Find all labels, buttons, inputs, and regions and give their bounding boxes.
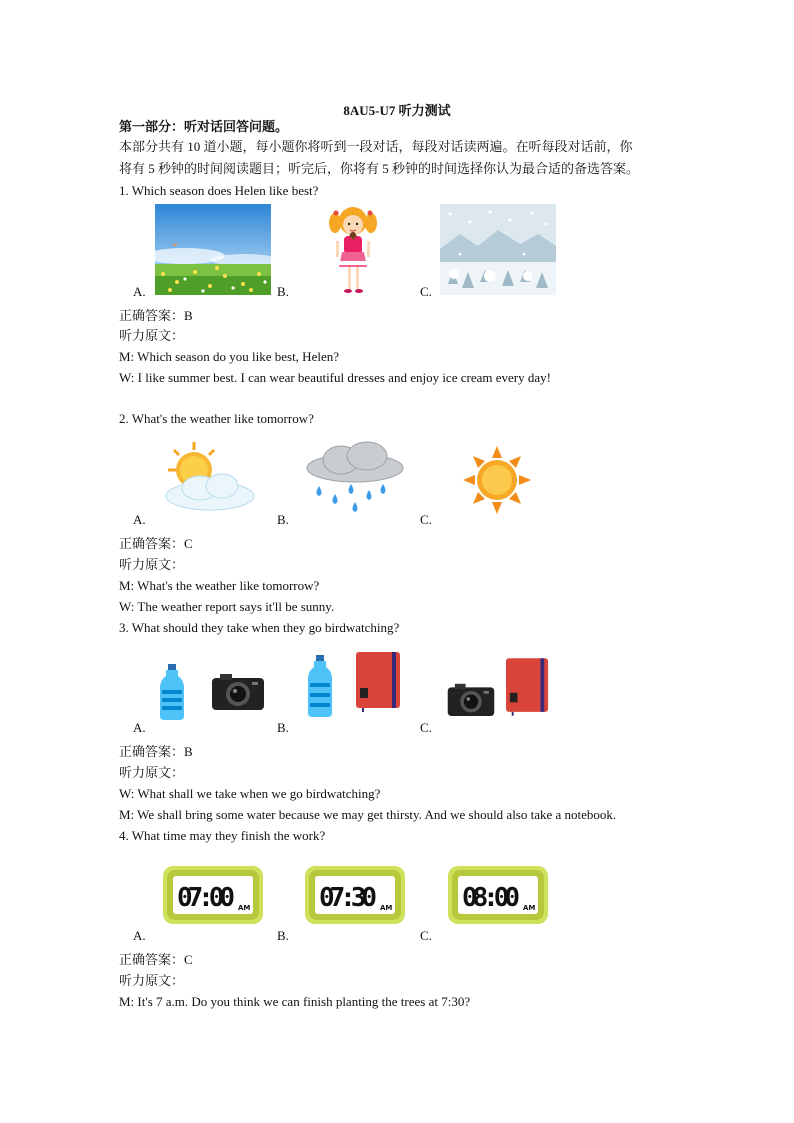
- clock-time: 08:00: [462, 883, 520, 913]
- rain-cloud-icon: [305, 440, 407, 516]
- q2-option-a-label: A.: [133, 512, 146, 527]
- q1-transcript-line-2: W: I like summer best. I can wear beautiful dresses and enjoy ice cream every day!: [119, 370, 551, 385]
- q1-option-b-label: B.: [277, 284, 289, 299]
- clock-time: 07:30: [319, 883, 377, 913]
- sun-icon: [463, 446, 531, 514]
- q2-transcript-line-1: M: What's the weather like tomorrow?: [119, 578, 320, 593]
- notebook-icon: [356, 652, 402, 712]
- question-4: 4. What time may they finish the work?: [119, 828, 326, 843]
- page-title: 8AU5-U7 听力测试: [343, 103, 451, 118]
- notebook-icon: [506, 658, 550, 716]
- question-3: 3. What should they take when they go birdwatching?: [119, 620, 400, 635]
- q4-option-b-label: B.: [277, 928, 289, 943]
- sun-behind-cloud-icon: [160, 440, 264, 514]
- section-intro-1: 本部分共有 10 道小题，每小题你将听到一段对话，每段对话读两遍。在听每段对话前，你: [119, 139, 633, 154]
- clock-0700-icon: [163, 866, 263, 924]
- question-2: 2. What's the weather like tomorrow?: [119, 411, 314, 426]
- q3-option-a-label: A.: [133, 720, 146, 735]
- section-heading: 第一部分：听对话回答问题。: [119, 119, 289, 134]
- q3-option-c-label: C.: [420, 720, 432, 735]
- clock-suffix: AM: [523, 904, 536, 912]
- q1-option-a-label: A.: [133, 284, 146, 299]
- spring-meadow-picture: [155, 204, 271, 295]
- q4-option-a-label: A.: [133, 928, 146, 943]
- q2-option-c-label: C.: [420, 512, 432, 527]
- snowy-winter-picture: [440, 204, 556, 295]
- clock-suffix: AM: [238, 904, 251, 912]
- clock-time: 07:00: [177, 883, 235, 913]
- q4-transcript-label: 听力原文：: [119, 973, 185, 988]
- camera-icon: [446, 682, 496, 716]
- q2-transcript-label: 听力原文：: [119, 557, 185, 572]
- clock-0800-icon: [448, 866, 548, 924]
- q1-transcript-label: 听力原文：: [119, 328, 185, 343]
- q4-transcript-line-1: M: It's 7 a.m. Do you think we can finish planting the trees at 7:30?: [119, 994, 471, 1009]
- q1-option-c-label: C.: [420, 284, 432, 299]
- q3-transcript-line-1: W: What shall we take when we go birdwatching?: [119, 786, 381, 801]
- q4-answer: 正确答案：C: [119, 952, 193, 967]
- q2-transcript-line-2: W: The weather report says it'll be sunny.: [119, 599, 335, 614]
- q2-option-b-label: B.: [277, 512, 289, 527]
- clock-suffix: AM: [380, 904, 393, 912]
- section-intro-2: 将有 5 秒钟的时间阅读题目；听完后，你将有 5 秒钟的时间选择你认为最合适的备选答案。: [119, 161, 640, 176]
- girl-with-ice-cream-picture: [326, 205, 380, 296]
- q1-transcript-line-1: M: Which season do you like best, Helen?: [119, 349, 339, 364]
- q3-answer: 正确答案：B: [119, 744, 193, 759]
- clock-0730-icon: [305, 866, 405, 924]
- q2-answer: 正确答案：C: [119, 536, 193, 551]
- q3-option-b-label: B.: [277, 720, 289, 735]
- camera-icon: [212, 672, 264, 710]
- water-bottle-icon: [308, 655, 332, 717]
- q3-transcript-line-2: M: We shall bring some water because we may get thirsty. And we should also take a notebook.: [119, 807, 617, 822]
- question-1: 1. Which season does Helen like best?: [119, 183, 319, 198]
- water-bottle-icon: [160, 664, 184, 720]
- q3-transcript-label: 听力原文：: [119, 765, 185, 780]
- q1-answer: 正确答案：B: [119, 308, 193, 323]
- q4-option-c-label: C.: [420, 928, 432, 943]
